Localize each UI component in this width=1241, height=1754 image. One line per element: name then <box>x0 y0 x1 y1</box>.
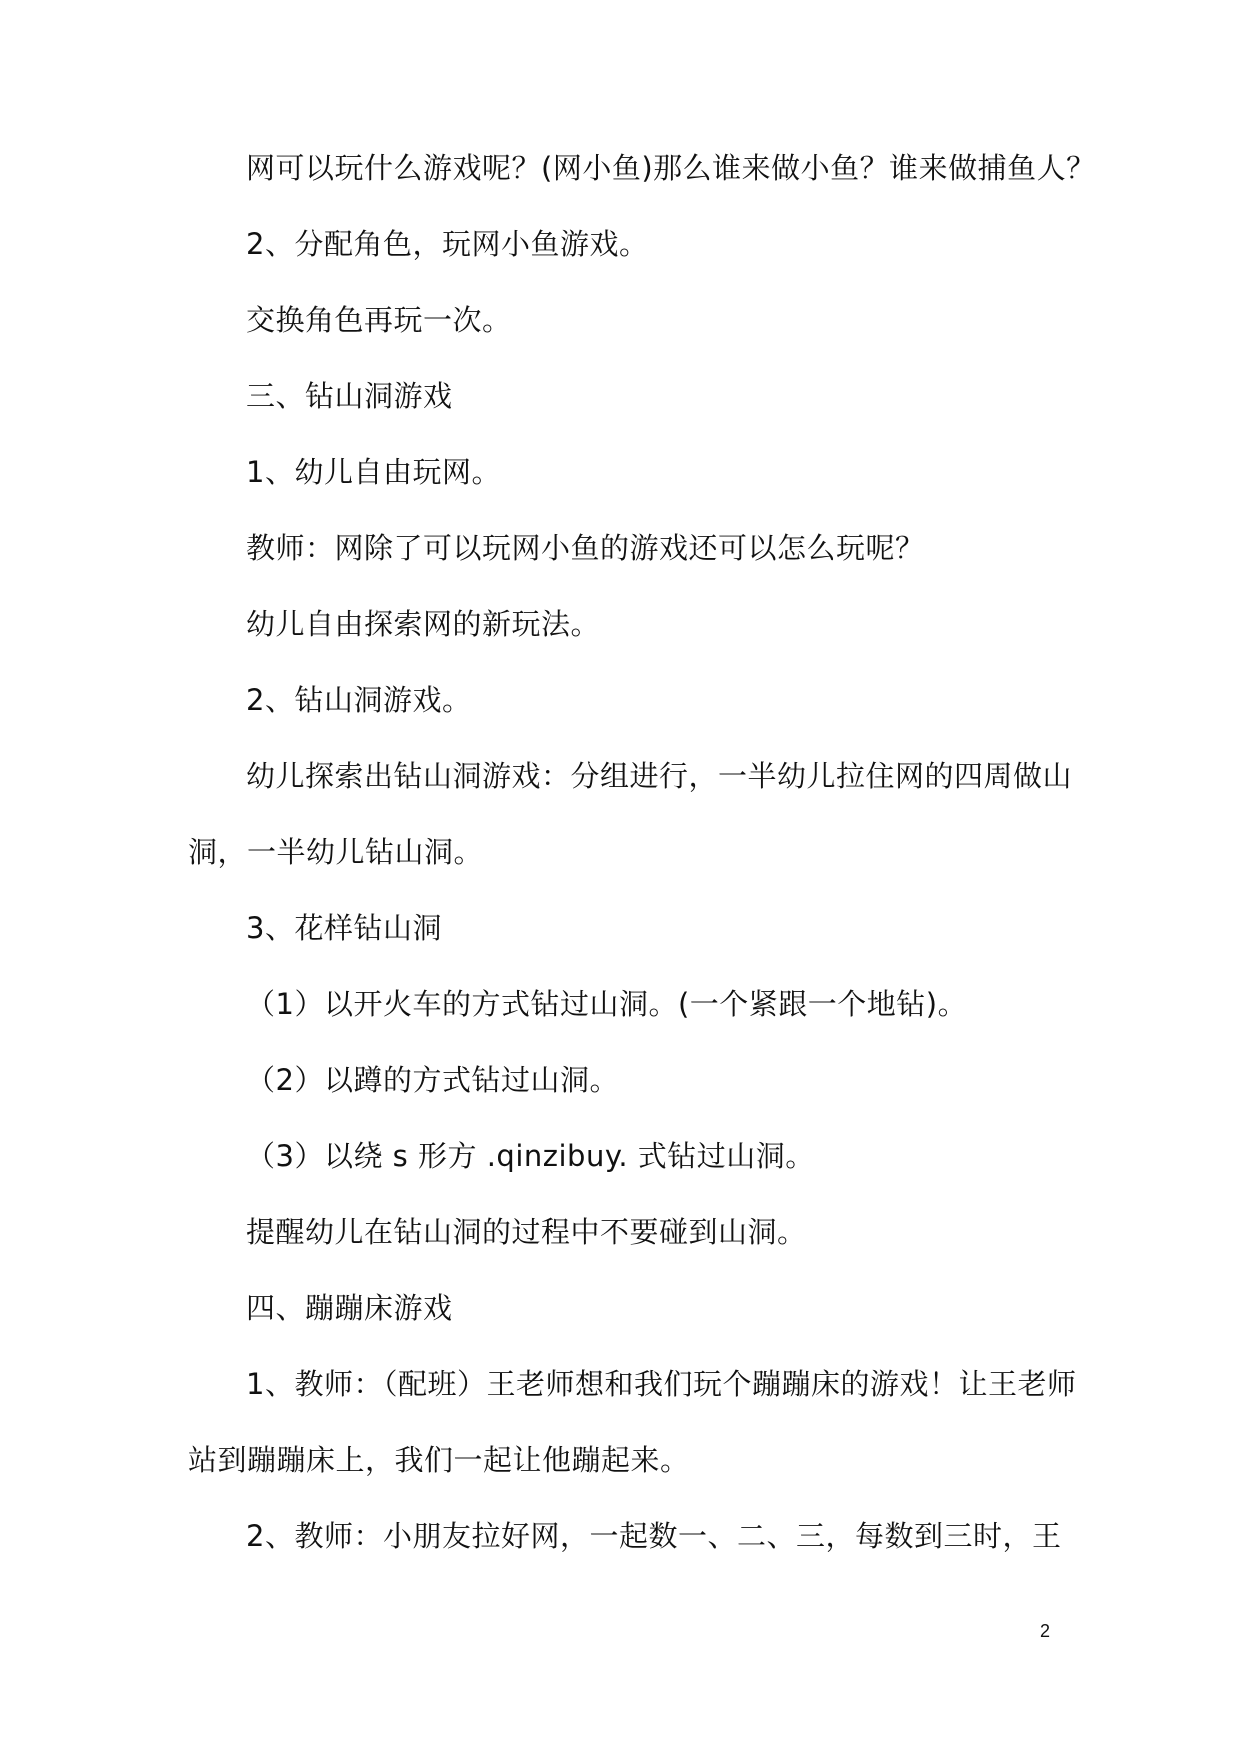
paragraph-line: 幼儿探索出钻山洞游戏：分组进行，一半幼儿拉住网的四周做山 <box>246 759 1073 793</box>
section-heading: 四、蹦蹦床游戏 <box>246 1291 453 1325</box>
paragraph-line: 1、教师：（配班）王老师想和我们玩个蹦蹦床的游戏！让王老师 <box>246 1367 1077 1401</box>
paragraph-line: （1）以开火车的方式钻过山洞。(一个紧跟一个地钻)。 <box>246 987 968 1021</box>
paragraph-line: （3）以绕 s 形方 .qinzibuy. 式钻过山洞。 <box>246 1139 815 1173</box>
paragraph-line: 幼儿自由探索网的新玩法。 <box>246 607 601 641</box>
paragraph-line: 2、钻山洞游戏。 <box>246 683 472 717</box>
paragraph-line: 网可以玩什么游戏呢？(网小鱼)那么谁来做小鱼？谁来做捕鱼人？ <box>246 151 1096 185</box>
paragraph-line: 2、教师：小朋友拉好网，一起数一、二、三，每数到三时，王 <box>246 1519 1062 1553</box>
paragraph-line: 交换角色再玩一次。 <box>246 303 512 337</box>
paragraph-line: 洞，一半幼儿钻山洞。 <box>188 835 484 869</box>
section-heading: 三、钻山洞游戏 <box>246 379 453 413</box>
paragraph-line: 3、花样钻山洞 <box>246 911 442 945</box>
paragraph-line: （2）以蹲的方式钻过山洞。 <box>246 1063 619 1097</box>
paragraph-line: 教师：网除了可以玩网小鱼的游戏还可以怎么玩呢？ <box>246 531 925 565</box>
paragraph-line: 站到蹦蹦床上，我们一起让他蹦起来。 <box>188 1443 690 1477</box>
paragraph-line: 提醒幼儿在钻山洞的过程中不要碰到山洞。 <box>246 1215 807 1249</box>
paragraph-line: 1、幼儿自由玩网。 <box>246 455 501 489</box>
page-number: 2 <box>1040 1621 1051 1641</box>
paragraph-line: 2、分配角色，玩网小鱼游戏。 <box>246 227 649 261</box>
